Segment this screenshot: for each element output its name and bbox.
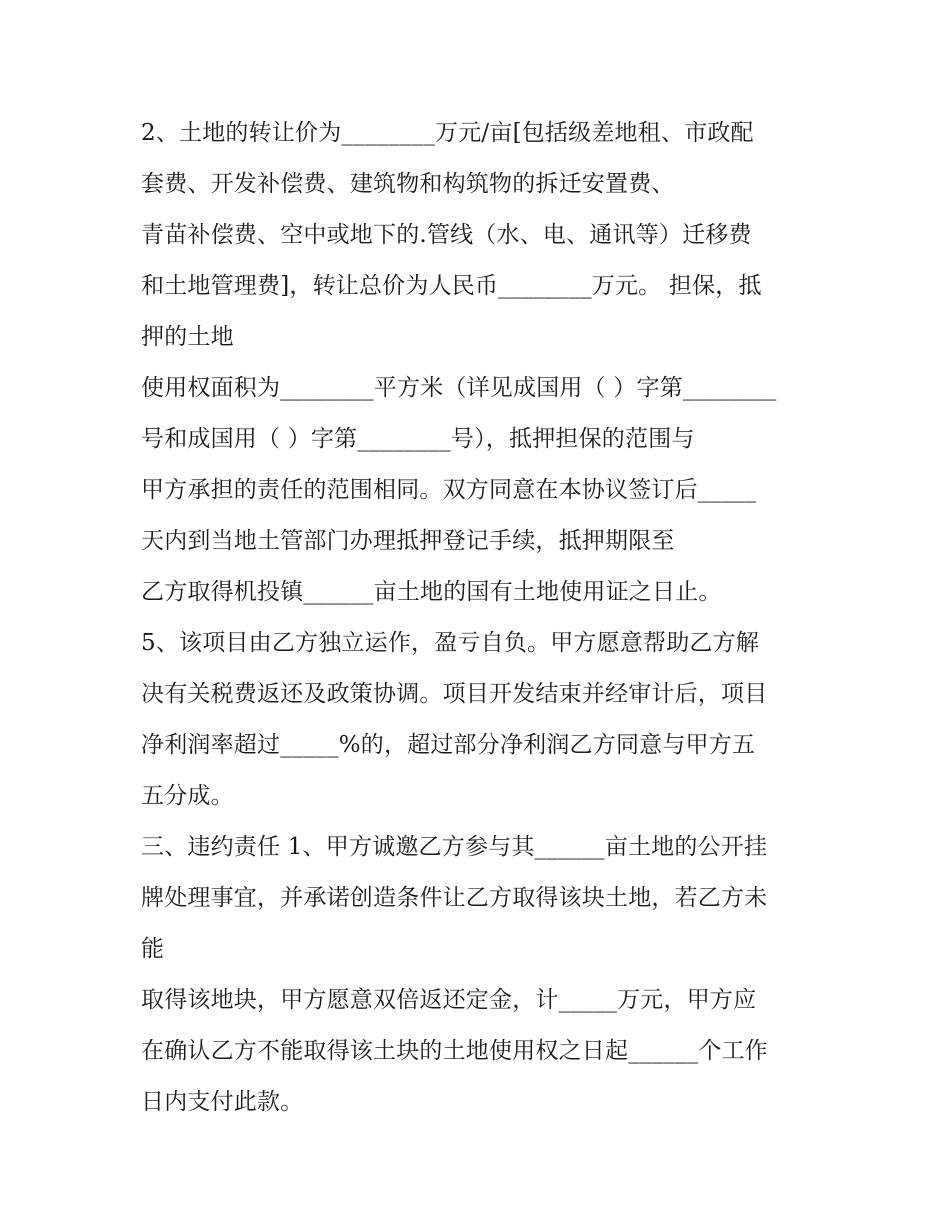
text-line: 能 — [141, 936, 165, 962]
text-line: 2、土地的转让价为________万元/亩[包括级差地租、市政配 — [141, 120, 754, 146]
text-line: 乙方取得机投镇______亩土地的国有土地使用证之日止。 — [141, 579, 722, 605]
text-line: 青苗补偿费、空中或地下的.管线（水、电、通讯等）迁移费 — [141, 222, 752, 248]
text-line: 牌处理事宜，并承诺创造条件让乙方取得该块土地，若乙方未 — [141, 885, 768, 911]
text-line: 使用权面积为________平方米（详见成国用（ ）字第________ — [141, 375, 777, 401]
text-line: 号和成国用（ ）字第________号），抵押担保的范围与 — [141, 426, 695, 452]
contract-text — [141, 108, 821, 1128]
text-line: 套费、开发补偿费、建筑物和构筑物的拆迁安置费、 — [141, 171, 675, 197]
text-line: 和土地管理费]，转让总价为人民币________万元。 担保，抵 — [141, 273, 762, 299]
text-line: 甲方承担的责任的范围相同。双方同意在本协议签订后_____ — [141, 477, 757, 503]
text-line: 5、该项目由乙方独立运作，盈亏自负。甲方愿意帮助乙方解 — [141, 630, 760, 656]
text-line: 日内支付此款。 — [141, 1089, 304, 1115]
text-line: 天内到当地土管部门办理抵押登记手续，抵押期限至 — [141, 528, 675, 554]
text-line: 决有关税费返还及政策协调。项目开发结束并经审计后，项目 — [141, 681, 768, 707]
text-line: 在确认乙方不能取得该土块的土地使用权之日起______个工作 — [141, 1038, 768, 1064]
text-line: 押的土地 — [141, 324, 234, 350]
text-line: 五分成。 — [141, 783, 234, 809]
text-line: 取得该地块，甲方愿意双倍返还定金，计_____万元，甲方应 — [141, 987, 757, 1013]
text-line: 净利润率超过_____%的，超过部分净利润乙方同意与甲方五 — [141, 732, 756, 758]
text-line: 三、违约责任 1、甲方诚邀乙方参与其______亩土地的公开挂 — [141, 834, 768, 860]
